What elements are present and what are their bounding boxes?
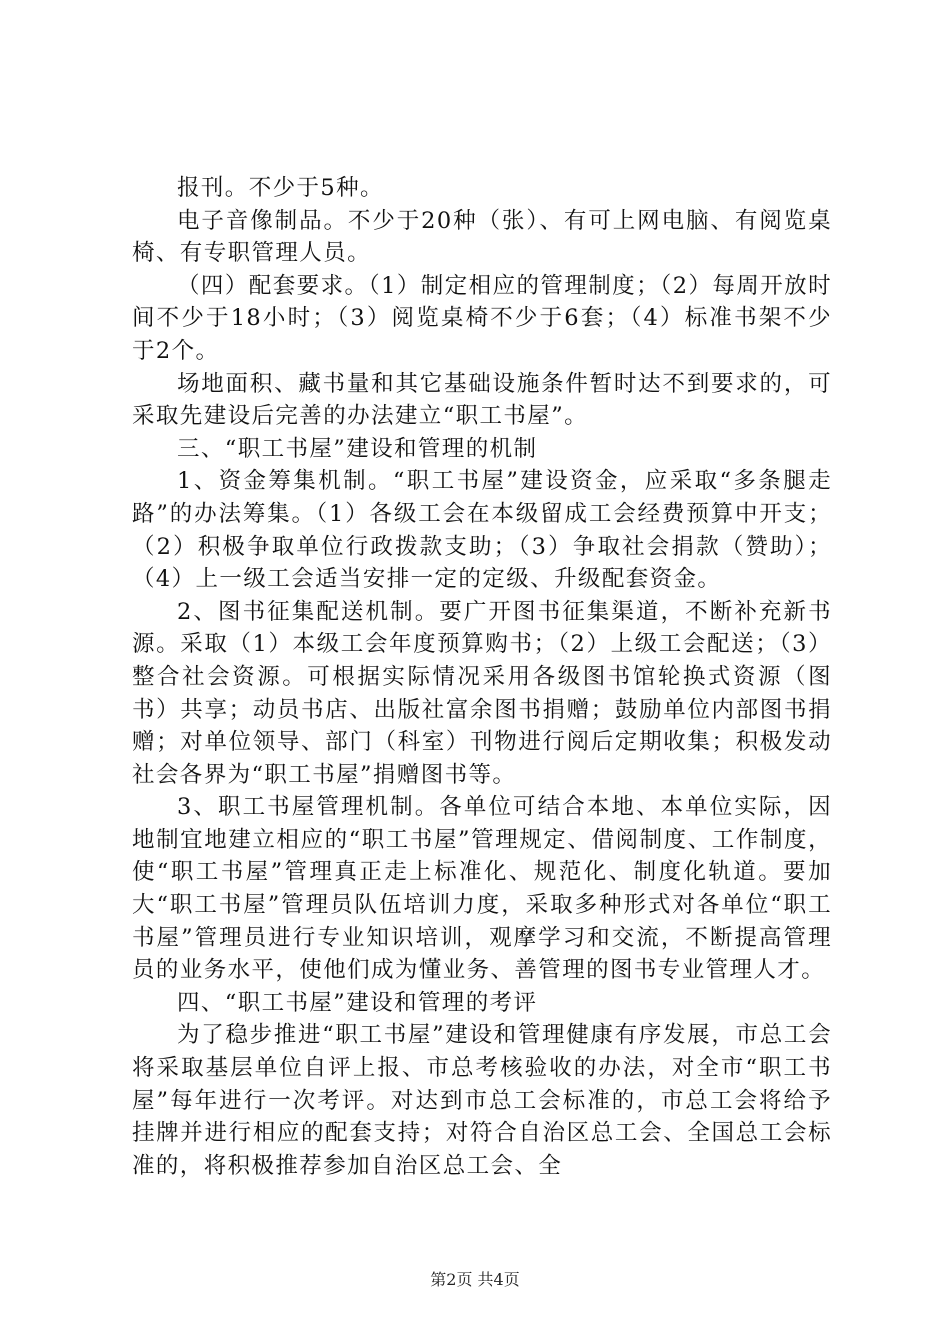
document-body bbox=[132, 172, 832, 1182]
paragraph-venue-note: 场地面积、藏书量和其它基础设施条件暂时达不到要求的，可采取先建设后完善的办法建立“职工书屋”。 bbox=[132, 370, 832, 430]
paragraph-funding-mechanism: 1、资金筹集机制。“职工书屋”建设资金，应采取“多条腿走路”的办法筹集。（1）各级工会在本级留成工会经费预算中开支；（2）积极争取单位行政拨款支助；（3）争取社会捐款（赞助）；（4）上一级工会适当安排一定的定级、升级配套资金。 bbox=[132, 468, 832, 593]
paragraph-management-mechanism: 3、职工书屋管理机制。各单位可结合本地、本单位实际，因地制宜地建立相应的“职工书屋”管理规定、借阅制度、工作制度，使“职工书屋”管理真正走上标准化、规范化、制度化轨道。要加大“职工书屋”管理员队伍培训力度，采取多种形式对各单位“职工书屋”管理员进行专业知识培训，观摩学习和交流，不断提高管理员的业务水平，使他们成为懂业务、善管理的图书专业管理人才。 bbox=[132, 794, 832, 984]
paragraph-evaluation: 为了稳步推进“职工书屋”建设和管理健康有序发展，市总工会将采取基层单位自评上报、市总考核验收的办法，对全市“职工书屋”每年进行一次考评。对达到市总工会标准的，市总工会将给予挂牌并进行相应的配套支持；对符合自治区总工会、全国总工会标准的，将积极推荐参加自治区总工会、全 bbox=[132, 1022, 832, 1179]
paragraph-newspapers: 报刊。不少于5种。 bbox=[177, 175, 384, 201]
paragraph-book-collection: 2、图书征集配送机制。要广开图书征集渠道，不断补充新书源。采取（1）本级工会年度预算购书；（2）上级工会配送；（3）整合社会资源。可根据实际情况采用各级图书馆轮换式资源（图书）共享；动员书店、出版社富余图书捐赠；鼓励单位内部图书捐赠；对单位领导、部门（科室）刊物进行阅后定期收集；积极发动社会各界为“职工书屋”捐赠图书等。 bbox=[132, 598, 832, 788]
section-heading-evaluation: 四、“职工书屋”建设和管理的考评 bbox=[177, 989, 538, 1016]
paragraph-supporting-requirements: （四）配套要求。（1）制定相应的管理制度；（2）每周开放时间不少于18小时；（3）阅览桌椅不少于6套；（4）标准书架不少于2个。 bbox=[132, 272, 832, 364]
paragraph-audio-video: 电子音像制品。不少于20种（张）、有可上网电脑、有阅览桌椅、有专职管理人员。 bbox=[132, 207, 832, 267]
page-number-footer: 第2页 共4页 bbox=[430, 1270, 520, 1289]
section-heading-mechanism: 三、“职工书屋”建设和管理的机制 bbox=[177, 435, 538, 462]
